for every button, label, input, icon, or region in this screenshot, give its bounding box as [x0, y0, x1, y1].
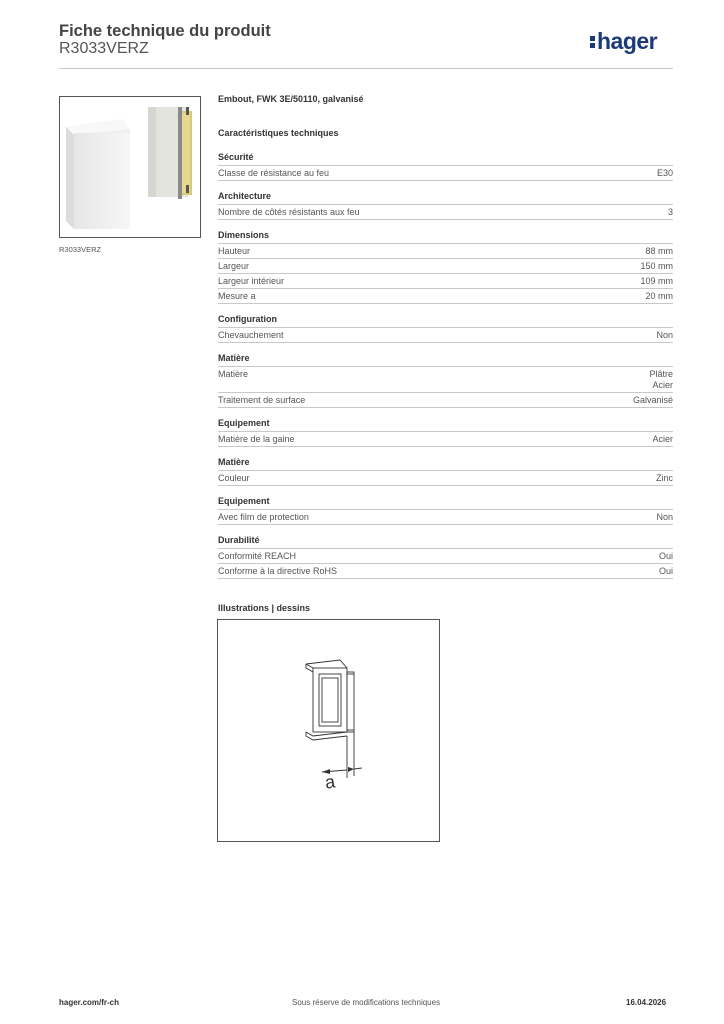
- logo-text: hager: [597, 27, 658, 54]
- spec-value-item: 88 mm: [645, 246, 673, 256]
- spec-groups: [218, 142, 673, 579]
- spec-value-item: Zinc: [655, 473, 673, 483]
- spec-row: [218, 367, 673, 393]
- spec-group-title: Configuration: [218, 304, 673, 328]
- spec-value: [633, 395, 673, 406]
- spec-value-item: Galvanisé: [632, 395, 673, 405]
- spec-value-item: 20 mm: [645, 291, 673, 301]
- spec-value: [656, 512, 673, 523]
- spec-label: Classe de résistance au feu: [218, 168, 330, 178]
- spec-row: [218, 289, 673, 304]
- spec-value-item: Acier: [652, 434, 673, 444]
- spec-row: [218, 328, 673, 343]
- spec-label: Largeur intérieur: [218, 276, 285, 286]
- spec-value: [657, 168, 673, 179]
- spec-label: Conformité REACH: [218, 551, 297, 561]
- page-title: Fiche technique du produit: [59, 22, 271, 40]
- spec-value-item: 3: [667, 207, 673, 217]
- spec-label: Hauteur: [218, 246, 251, 256]
- spec-label: Traitement de surface: [218, 395, 306, 405]
- footer-date: 16.04.2026: [626, 998, 667, 1007]
- spec-group-title: Matière: [218, 447, 673, 471]
- spec-label: Matière de la gaine: [218, 434, 295, 444]
- spec-row: [218, 510, 673, 525]
- spec-group-title: Architecture: [218, 181, 673, 205]
- spec-value-item: Non: [656, 512, 673, 522]
- header-divider: [59, 68, 673, 69]
- spec-value: [645, 291, 673, 302]
- spec-value-item: 109 mm: [640, 276, 673, 286]
- spec-label: Largeur: [218, 261, 250, 271]
- spec-value-item: Non: [656, 330, 673, 340]
- dimension-label-a: a: [323, 771, 337, 793]
- footer-notice: Sous réserve de modifications techniques: [292, 998, 441, 1007]
- spec-value-item: 150 mm: [640, 261, 673, 271]
- illustrations-title: Illustrations | dessins: [218, 603, 311, 613]
- logo-dots-icon: [590, 33, 596, 49]
- hager-logo[interactable]: [590, 26, 657, 56]
- spec-value-item: E30: [656, 168, 673, 178]
- spec-value-item: Acier: [652, 380, 673, 390]
- spec-label: Nombre de côtés résistants aux feu: [218, 207, 360, 217]
- spec-value: [645, 246, 673, 257]
- spec-value: [649, 369, 673, 391]
- spec-value: [656, 473, 673, 484]
- spec-value-item: Oui: [658, 551, 673, 561]
- product-description: Embout, FWK 3E/50110, galvanisé: [218, 94, 364, 104]
- spec-group-title: Sécurité: [218, 142, 673, 166]
- spec-value: [659, 566, 673, 577]
- spec-row: [218, 432, 673, 447]
- footer-website[interactable]: hager.com/fr-ch: [59, 998, 120, 1007]
- spec-group-title: Dimensions: [218, 220, 673, 244]
- spec-value: [668, 207, 673, 218]
- spec-label: Chevauchement: [218, 330, 284, 340]
- specs-heading: Caractéristiques techniques: [218, 128, 339, 138]
- dimension-drawing: [217, 619, 440, 842]
- spec-value: [640, 261, 673, 272]
- spec-value: [640, 276, 673, 287]
- spec-row: [218, 205, 673, 220]
- spec-group-title: Equipement: [218, 486, 673, 510]
- spec-row: [218, 274, 673, 289]
- spec-label: Matière: [218, 369, 249, 379]
- main-content: [218, 94, 673, 613]
- spec-row: [218, 549, 673, 564]
- spec-label: Couleur: [218, 473, 250, 483]
- spec-row: [218, 166, 673, 181]
- spec-label: Avec film de protection: [218, 512, 309, 522]
- spec-value: [656, 330, 673, 341]
- spec-group-title: Matière: [218, 343, 673, 367]
- product-image: [59, 96, 201, 238]
- spec-group-title: Durabilité: [218, 525, 673, 549]
- spec-group-title: Equipement: [218, 408, 673, 432]
- spec-label: Conforme à la directive RoHS: [218, 566, 338, 576]
- spec-value: [652, 434, 673, 445]
- spec-row: [218, 393, 673, 408]
- spec-row: [218, 244, 673, 259]
- spec-row: [218, 564, 673, 579]
- spec-row: [218, 259, 673, 274]
- product-image-caption: R3033VERZ: [59, 245, 102, 254]
- product-reference: R3033VERZ: [59, 40, 149, 57]
- spec-value: [659, 551, 673, 562]
- spec-value-item: Oui: [658, 566, 673, 576]
- spec-value-item: Plâtre: [649, 369, 673, 379]
- spec-row: [218, 471, 673, 486]
- spec-label: Mesure a: [218, 291, 256, 301]
